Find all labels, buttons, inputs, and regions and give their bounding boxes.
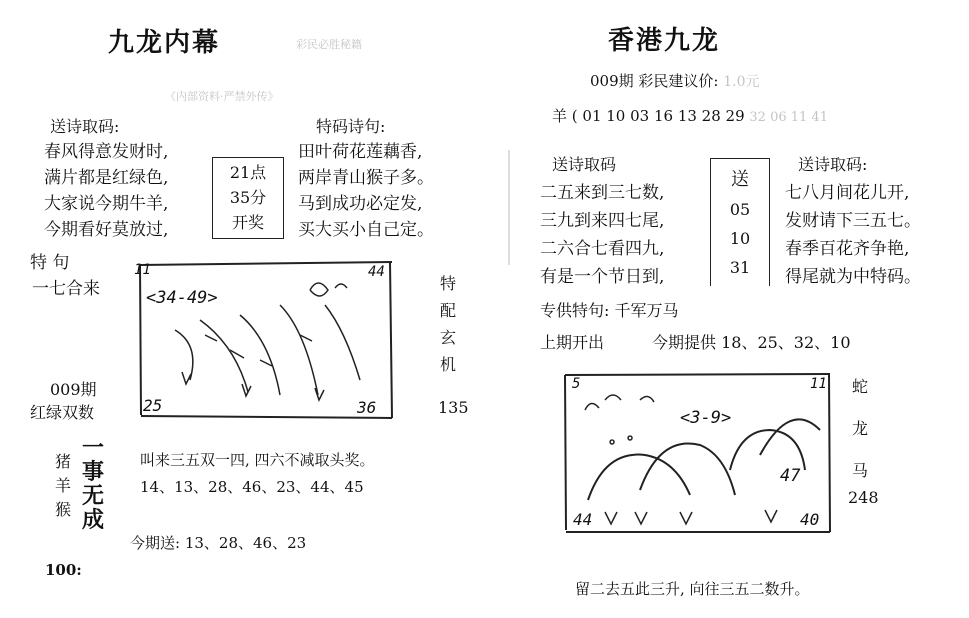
last-open-label: 上期开出 [540,333,605,352]
hint-text: 叫来三五双一四, 四六不减取头奖。 [140,451,375,469]
poem-line: 发财请下三五七。 [785,211,921,231]
animal: 猪 [55,452,72,471]
left-footer: 100: [45,561,82,579]
poem-line: 买大买小自己定。 [298,220,434,240]
drawing-number: 25 [143,396,163,415]
send-box-line: 31 [729,258,751,277]
poem-line: 今期看好莫放过, [44,220,169,240]
poem-line: 大家说今期牛羊, [44,194,169,214]
poem-line: 春风得意发财时, [44,142,169,162]
left-title-sub: 彩民必胜秘籍 [296,38,362,51]
left-inner-note: 《内部资料·严禁外传》 [165,90,279,103]
drawing-number: 5 [572,376,581,392]
drawing-number: 47 [780,466,801,486]
price-faint: 1.0元 [723,74,760,90]
sheep-prefix: 羊 ( [552,107,578,125]
issue-label: 009期 [50,380,97,399]
animal: 猴 [55,500,72,519]
send-box-line: 10 [729,229,751,248]
big-phrase-char: 成 [82,507,105,533]
this-supply: 今期提供 18、25、32、10 [652,333,851,352]
poem-line: 田叶荷花莲藕香, [298,142,423,162]
poem-line: 春季百花齐争艳, [785,239,910,259]
today-send: 今期送: 13、28、46、23 [130,534,307,552]
poem-line: 二六合七看四九, [540,239,665,259]
numbers-line: 14、13、28、46、23、44、45 [140,478,364,496]
special-sentence: 一七合来 [32,279,100,299]
sheep-numbers: 01 10 03 16 13 28 29 [582,107,745,125]
big-phrase-char: 事 [82,459,105,485]
send-box-line: 送 [731,169,749,190]
side-char: 蛇 [852,377,869,396]
right-title: 香港九龙 [608,26,721,56]
poem-line: 两岸青山猴子多。 [298,168,434,188]
time-box-line: 35分 [229,188,267,207]
side-char: 机 [440,355,457,374]
right-side-number: 248 [848,488,879,507]
side-char: 马 [852,461,869,480]
drawing-number: 40 [800,510,820,529]
drawing-number: <3-9> [680,408,732,428]
poem-line: 有是一个节日到, [540,267,665,287]
drawing-number: <34-49> [146,288,218,308]
left-title: 九龙内幕 [108,28,221,58]
side-char: 龙 [852,419,869,438]
send-box-line: 05 [729,200,751,219]
right-poem-right-label: 送诗取码: [798,155,868,174]
drawing-number: 36 [357,398,377,417]
drawing-number: 44 [573,510,593,529]
left-poem-send-label: 送诗取码: [50,117,120,136]
side-char: 特 [440,274,457,293]
issue-line-text: 009期 彩民建议价: [590,72,719,90]
left-side-number: 135 [438,398,469,417]
poem-line: 满片都是红绿色, [44,168,169,188]
drawing-number: 44 [368,264,385,280]
poem-line: 二五来到三七数, [540,183,665,203]
right-side-chars [852,366,868,492]
left-poem-special-label: 特码诗句: [316,117,386,136]
right-footer: 留二去五此三升, 向往三五二数升。 [575,580,810,598]
animal: 羊 [55,476,72,495]
drawing-number: 11 [134,262,151,278]
special-supply: 专供特句: 千军万马 [540,301,679,320]
right-poem-left-label: 送诗取码 [552,155,617,174]
side-char: 玄 [440,328,457,347]
side-char: 配 [440,301,457,320]
issue-hint: 红绿双数 [30,403,95,422]
special-sentence-label: 特 句 [30,253,70,273]
time-box-line: 21点 [229,163,267,182]
sheep-tail: 32 06 11 41 [749,110,828,125]
big-phrase-char: 无 [82,483,105,509]
poem-line: 马到成功必定发, [298,194,423,214]
big-phrase-char: 一 [82,435,105,461]
poem-line: 七八月间花儿开, [785,183,910,203]
poem-line: 三九到来四七尾, [540,211,665,231]
drawing-number: 11 [810,376,827,392]
time-box-line: 开奖 [231,213,264,232]
poem-line: 得尾就为中特码。 [785,267,921,287]
